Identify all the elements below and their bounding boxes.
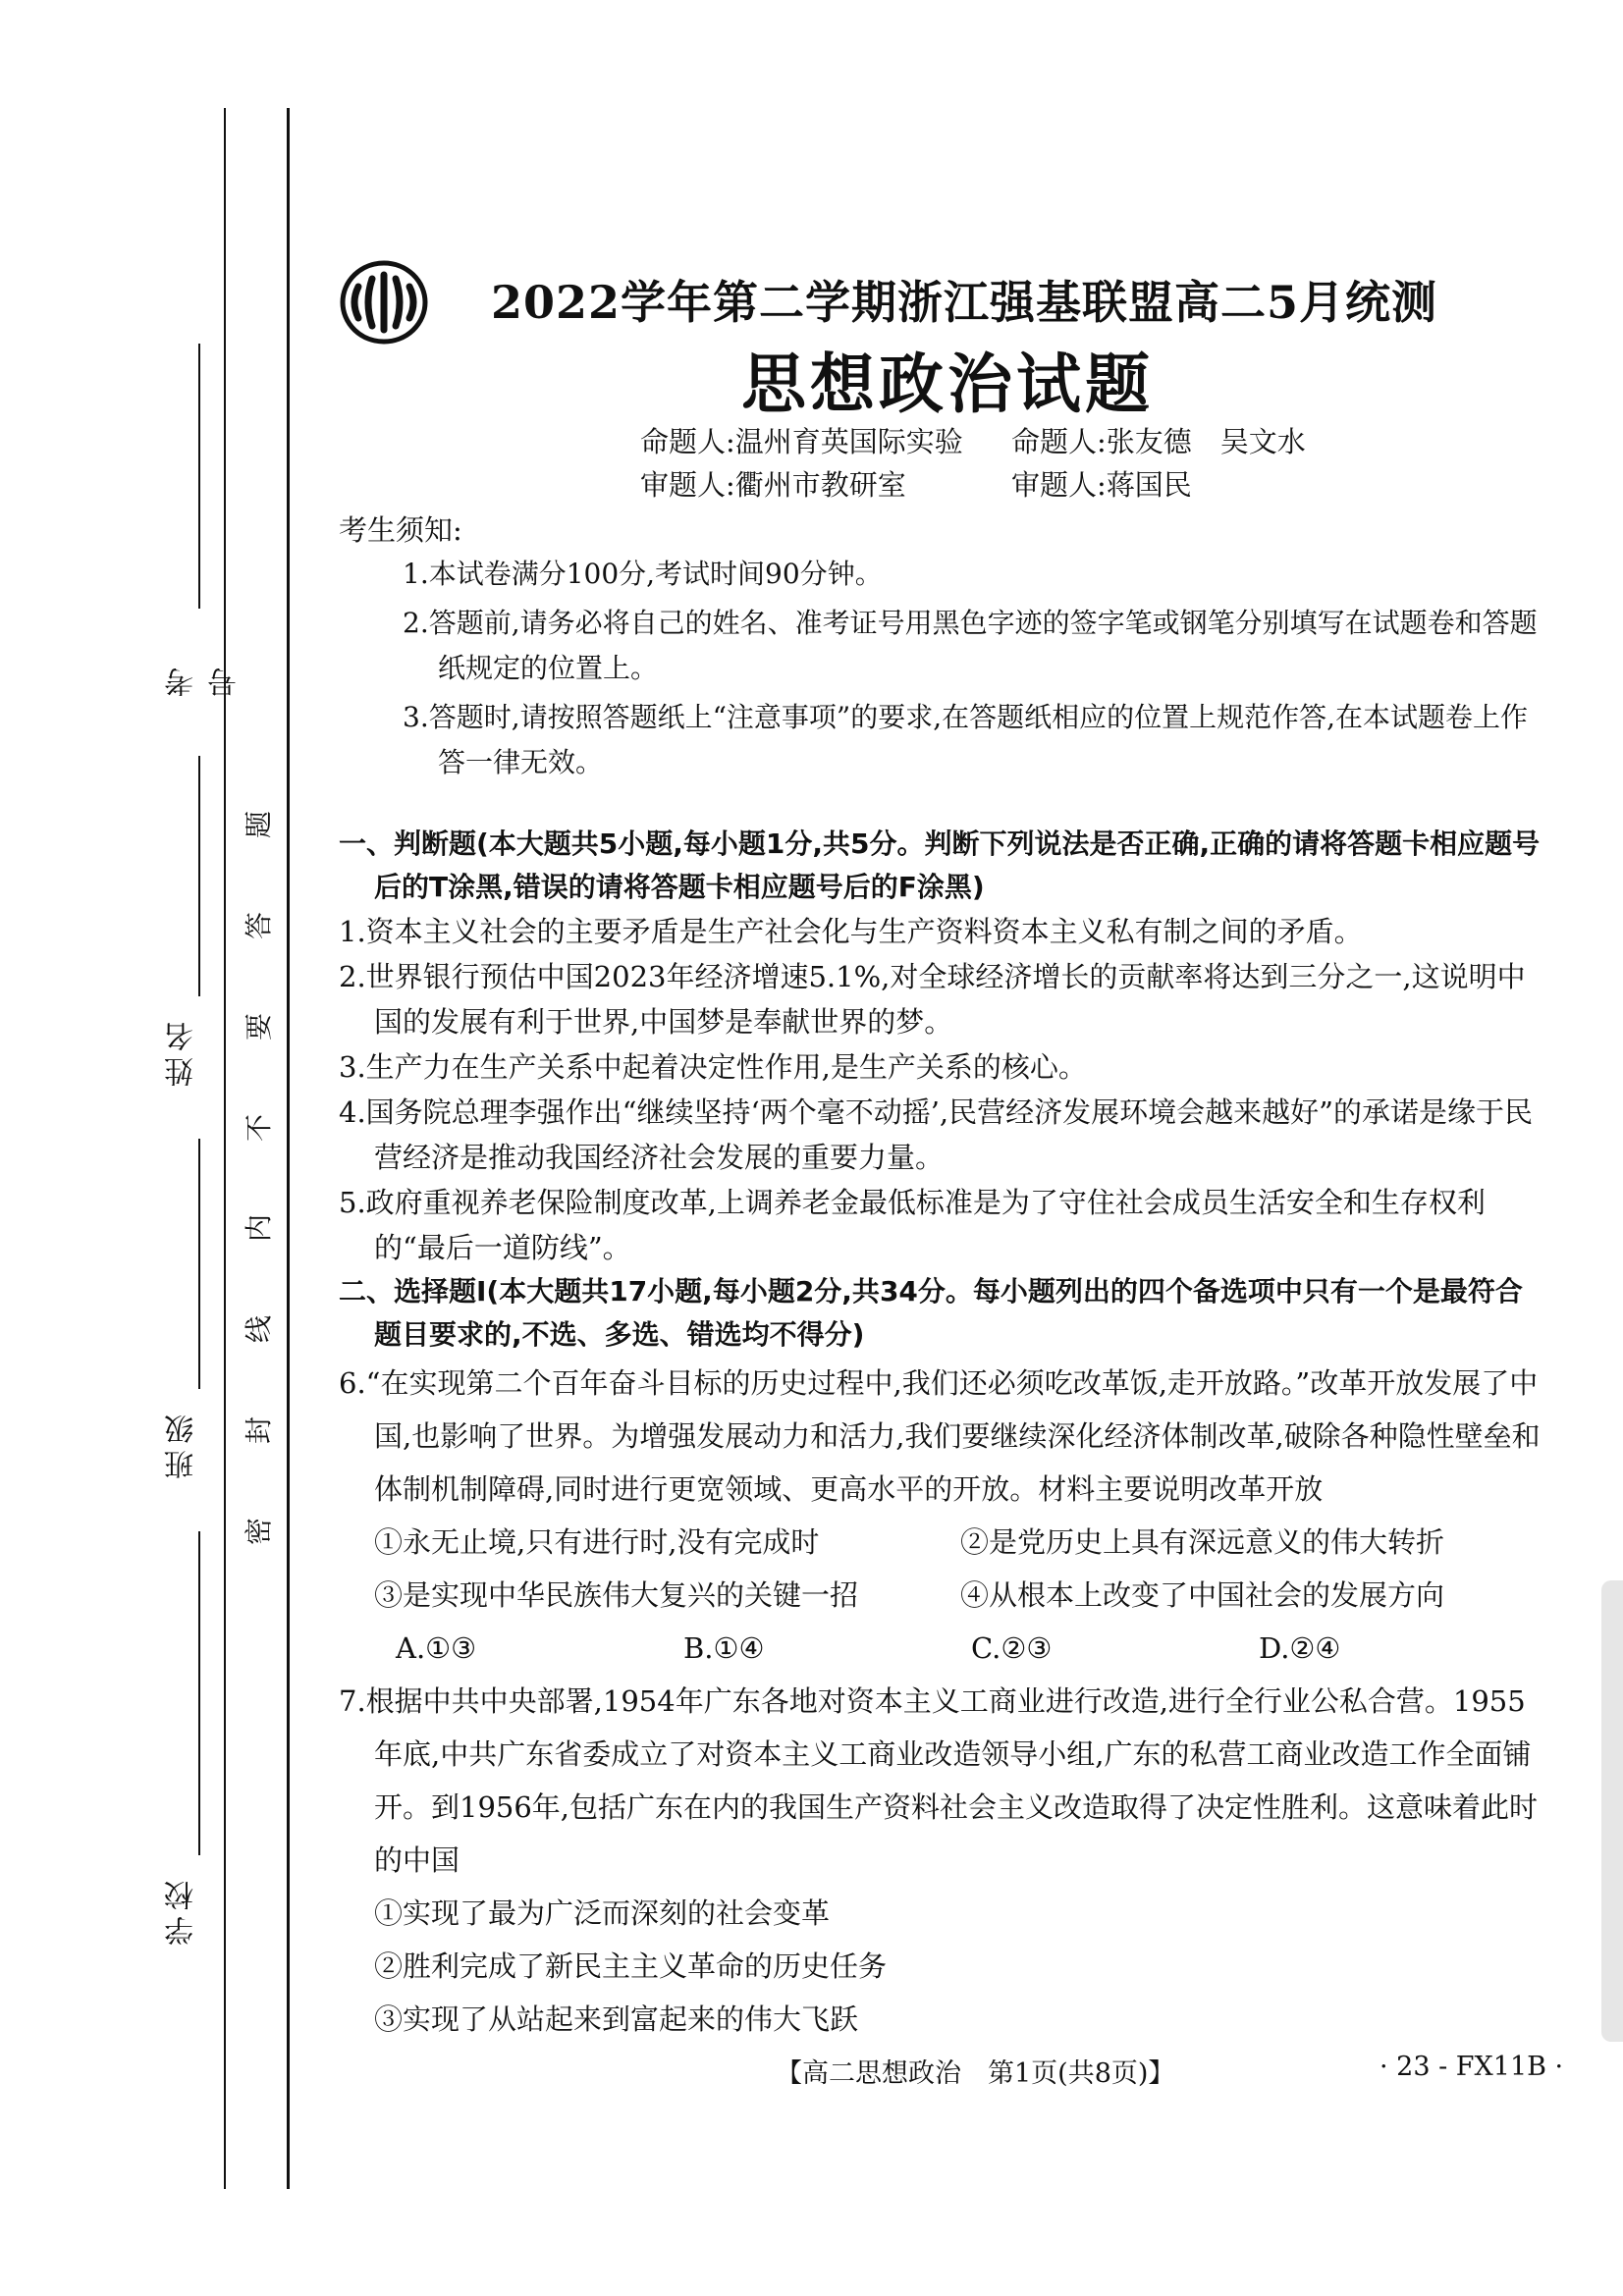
statement: ④从根本上改变了中国社会的发展方向 — [960, 1578, 1445, 1612]
judge-item: 1.资本主义社会的主要矛盾是生产社会化与生产资料资本主义私有制之间的矛盾。 — [339, 915, 1363, 948]
seal-char: 答 — [242, 911, 275, 939]
name-field[interactable] — [147, 756, 206, 1099]
author-left: 命题人:温州育英国际实验 — [640, 425, 963, 458]
question-7-stem: 7.根据中共中央部署,1954年广东各地对资本主义工商业进行改造,进行全行业公私合营。1955年底,中共广东省委成立了对资本主义工商业改造领导小组,广东的私营工商业改造工作全面铺开。到1956年,包括广东在内的我国生产资料社会主义改造取得了决定性胜利。这意味着此时的中国 — [339, 1684, 1539, 1877]
section1-heading: 一、判断题(本大题共5小题,每小题1分,共5分。判断下列说法是否正确,正确的请将答题卡相应题号后的T涂黑,错误的请将答题卡相应题号后的F涂黑) — [339, 828, 1541, 903]
statement: ③是实现中华民族伟大复兴的关键一招 — [374, 1578, 859, 1612]
reviewer-right: 审题人:蒋国民 — [1011, 468, 1192, 502]
page-side-tab — [1601, 1580, 1623, 2042]
page-footer-code: · 23 - FX11B · — [1380, 2052, 1564, 2082]
school-line — [198, 1531, 200, 1855]
judge-item: 4.国务院总理李强作出“继续坚持‘两个毫不动摇’,民营经济发展环境会越来越好”的承诺是缘于民营经济是推动我国经济社会发展的重要力量。 — [339, 1095, 1533, 1174]
notice-item: 2.答题前,请务必将自己的姓名、准考证号用黑色字迹的签字笔或钢笔分别填写在试题卷和答题纸规定的位置上。 — [403, 607, 1538, 684]
class-label: 班级 — [165, 1409, 199, 1479]
judge-item: 3.生产力在生产关系中起着决定性作用,是生产关系的核心。 — [339, 1050, 1087, 1084]
name-line — [198, 756, 200, 996]
binding-line-outer — [224, 108, 226, 2189]
exam-number-line — [198, 344, 200, 609]
notice-list — [403, 552, 1551, 785]
exam-title: 2022学年第二学期浙江强基联盟高二5月统测 — [491, 276, 1438, 329]
section2-heading: 二、选择题Ⅰ(本大题共17小题,每小题2分,共34分。每小题列出的四个备选项中只有一个是最符合题目要求的,不选、多选、错选均不得分) — [339, 1275, 1523, 1351]
seal-char: 内 — [242, 1214, 275, 1243]
question-6-stem: 6.“在实现第二个百年奋斗目标的历史过程中,我们还必须吃改革饭,走开放路。”改革开放发展了中国,也影响了世界。为增强发展动力和活力,我们要继续深化经济体制改革,破除各种隐性壁垒和体制机制障碍,同时进行更宽领域、更高水平的开放。材料主要说明改革开放 — [339, 1366, 1541, 1506]
subject-title: 思想政治试题 — [741, 347, 1154, 422]
statement: ③实现了从站起来到富起来的伟大飞跃 — [374, 2002, 859, 2036]
question-6-statements — [339, 1569, 1546, 1622]
school-field[interactable] — [147, 1531, 206, 1963]
reviewer-left: 审题人:衢州市教研室 — [640, 468, 906, 502]
seal-char: 封 — [242, 1416, 275, 1445]
binding-line-inner — [287, 108, 290, 2189]
choice-d: D.②④ — [1259, 1631, 1341, 1665]
statement: ②胜利完成了新民主主义革命的历史任务 — [374, 1949, 888, 1983]
class-line — [198, 1139, 200, 1389]
seal-char: 要 — [242, 1012, 275, 1041]
choice-b: B.①④ — [683, 1631, 765, 1665]
seal-char: 题 — [242, 810, 275, 839]
question-6-choices — [339, 1622, 1546, 1675]
alliance-logo-icon — [339, 257, 429, 347]
notice-item: 3.答题时,请按照答题纸上“注意事项”的要求,在答题纸相应的位置上规范作答,在本试题卷上作答一律无效。 — [403, 701, 1529, 778]
judge-item: 5.政府重视养老保险制度改革,上调养老金最低标准是为了守住社会成员生活安全和生存权利的“最后一道防线”。 — [339, 1186, 1486, 1264]
seal-char: 密 — [242, 1517, 275, 1545]
choice-c: C.②③ — [971, 1631, 1053, 1665]
notice-item: 1.本试卷满分100分,考试时间90分钟。 — [403, 558, 883, 590]
seal-char: 不 — [242, 1113, 275, 1142]
name-label: 姓名 — [165, 1016, 199, 1087]
seal-char: 线 — [242, 1315, 275, 1344]
exam-number-field[interactable] — [147, 344, 243, 697]
seal-line-text — [238, 805, 277, 1551]
choice-a: A.①③ — [396, 1631, 477, 1665]
question-body — [339, 823, 1546, 2046]
question-6-statements — [339, 1516, 1546, 1569]
statement: ①实现了最为广泛而深刻的社会变革 — [374, 1896, 831, 1930]
statement: ②是党历史上具有深远意义的伟大转折 — [960, 1525, 1445, 1559]
author-right: 命题人:张友德 吴文水 — [1011, 425, 1306, 458]
notice-heading: 考生须知: — [339, 513, 462, 547]
class-field[interactable] — [147, 1139, 206, 1492]
school-label: 学校 — [165, 1875, 199, 1946]
judge-item: 2.世界银行预估中国2023年经济增速5.1%,对全球经济增长的贡献率将达到三分之一,这说明中国的发展有利于世界,中国梦是奉献世界的梦。 — [339, 960, 1526, 1039]
exam-number-label: 考号 — [165, 662, 243, 697]
statement: ①永无止境,只有进行时,没有完成时 — [374, 1525, 820, 1559]
page-footer-label: 【高二思想政治 第1页(共8页)】 — [776, 2058, 1175, 2089]
